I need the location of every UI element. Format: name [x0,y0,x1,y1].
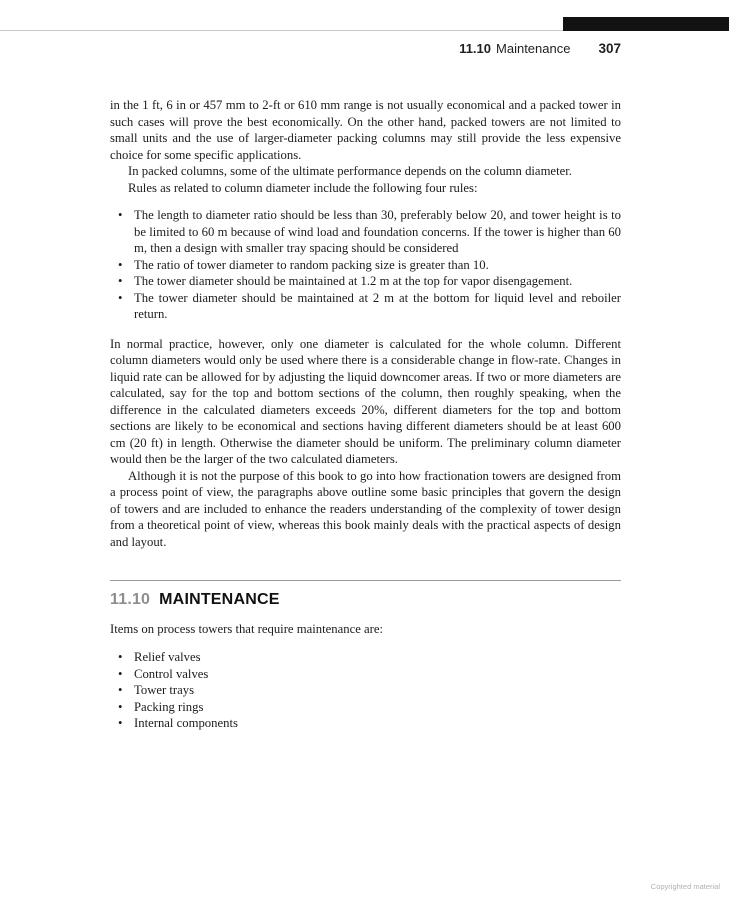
bullet-icon: • [118,716,123,730]
page-number: 307 [598,41,621,56]
page-content [110,97,621,745]
rule-item-text: The tower diameter should be maintained at 2 m at the bottom for liquid level and reboiler return. [134,290,621,321]
maintenance-item-text: Packing rings [134,699,204,714]
list-item [110,699,621,716]
bullet-icon: • [118,257,123,272]
running-header-section-number: 11.10 [459,41,492,56]
maintenance-item-text: Tower trays [134,683,195,697]
maintenance-section [110,580,621,732]
paragraph-intro-2: In packed columns, some of the ultimate performance depends on the column diameter. [128,164,572,178]
maintenance-item-text: Control valves [134,666,209,681]
rules-bullet-list [110,207,621,323]
maintenance-item-text: Relief valves [134,650,201,664]
list-item [110,207,621,257]
running-header [459,41,621,56]
bullet-icon: • [118,274,123,288]
maintenance-lead: Items on process towers that require maintenance are: [110,621,384,636]
list-item [110,682,621,699]
rule-item-text: The ratio of tower diameter to random packing size is greater than 10. [134,257,489,272]
list-item [110,257,621,274]
paragraph-body-1: In normal practice, however, only one diameter is calculated for the whole column. Different column diameters would only be used where there is a considerable change in flow-rate. Changes in liquid rate can be allowed for by adjusting the liquid downcomer areas. If two or more diameters are calculated, say for the top and bottom sections of the column, then roughly speaking, when the difference in the calculated diameters exceeds 20%, different diameters for the top and bottom sections are likely to be economical and sections having different diameters should be at least 600 cm (20 ft) in length. Otherwise the diameter should be uniform. The preliminary column diameter would then be the larger of the two calculated diameters. [110,336,621,466]
bullet-icon: • [118,208,123,222]
bullet-icon: • [118,683,123,697]
bullet-icon: • [118,666,123,681]
paragraph-body-2: Although it is not the purpose of this book to go into how fractionation towers are designed from a process point of view, the paragraphs above outline some basic principles that govern the design of towers and are included to enhance the readers understanding of the complexity of tower design from a theoretical point of view, whereas this book mainly deals with the practical aspects of design and layout. [110,468,621,549]
bullet-icon: • [118,650,123,664]
section-heading [110,592,621,609]
rule-item-text: The length to diameter ratio should be less than 30, preferably below 20, and tower height is to be limited to 60 m because of wind load and foundation concerns. If the tower is higher than 60 m, then a design with smaller tray spacing should be considered [134,208,621,255]
list-item [110,273,621,290]
running-header-section-title: Maintenance [496,41,571,56]
section-divider [110,580,621,581]
paragraph-intro-1: in the 1 ft, 6 in or 457 mm to 2-ft or 610 mm range is not usually economical and a packed tower in such cases will prove the best economically. On the other hand, packed towers are not limited to small units and the use of larger-diameter packing columns may still provide the less expensive choice for some specific applications. [110,98,621,162]
rule-item-text: The tower diameter should be maintained at 1.2 m at the top for vapor disengagement. [134,274,573,288]
bullet-icon: • [118,699,123,714]
copyright-notice: Copyrighted material [650,882,720,891]
header-black-bar [563,17,729,31]
section-heading-number: 11.10 [110,591,151,608]
list-item [110,649,621,666]
paragraph-intro-3: Rules as related to column diameter include the following four rules: [128,180,478,195]
maintenance-item-text: Internal components [134,716,238,730]
list-item [110,666,621,683]
maintenance-bullet-list [110,649,621,732]
bullet-icon: • [118,290,123,305]
list-item [110,290,621,323]
section-heading-title: MAINTENANCE [159,591,280,608]
list-item [110,715,621,732]
